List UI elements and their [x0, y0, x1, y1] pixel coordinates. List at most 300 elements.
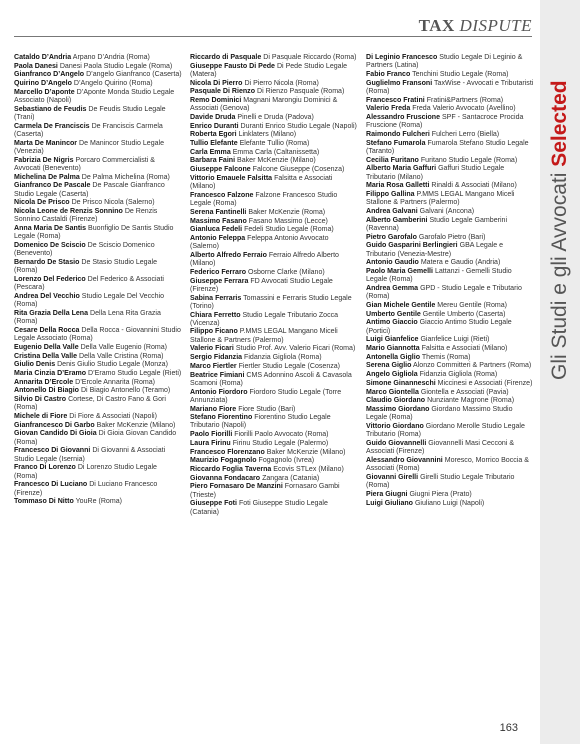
lawyer-name: Serena Giglio — [366, 362, 412, 370]
directory-entry — [190, 328, 358, 345]
firm-name: Pinelli e Druda (Padova) — [237, 114, 314, 122]
firm-name: Di Lorenzo Studio Legale (Roma) — [14, 464, 157, 480]
firm-name: Di Pede Studio Legale (Matera) — [190, 62, 348, 78]
lawyer-name: Eugenio Della Valle — [14, 343, 79, 351]
directory-entry — [366, 491, 534, 499]
firm-name: Della Valle Cristina (Roma) — [79, 352, 164, 360]
firm-name: Fidanzia Gigliola (Roma) — [244, 354, 322, 362]
directory-entry — [14, 464, 182, 481]
directory-entry — [366, 97, 534, 105]
firm-name: GPD - Studio Legale e Tributario (Roma) — [366, 285, 522, 301]
lawyer-name: Piera Giugni — [366, 490, 408, 498]
directory-entry — [366, 182, 534, 190]
directory-entry — [14, 430, 182, 447]
lawyer-name: Cesare Della Rocca — [14, 326, 80, 334]
lawyer-name: Tommaso Di Nitto — [14, 498, 74, 506]
firm-name: Fidanzia Gigliola (Roma) — [419, 371, 498, 379]
directory-entry — [366, 234, 534, 242]
lawyer-name: Simone Ginanneschi — [366, 379, 436, 387]
firm-name: Porcaro Commercialisti & Avvocati (Benevento) — [14, 156, 155, 172]
firm-name: D’angelo Gianfranco (Caserta) — [86, 71, 182, 79]
directory-entry — [366, 500, 534, 508]
lawyer-name: Valerio Ficari — [190, 345, 234, 353]
section-title-prefix: Gli Studi e gli Avvocati — [548, 166, 571, 380]
directory-entry — [366, 336, 534, 344]
directory-entry — [14, 310, 182, 327]
firm-name: Di Gioia Giovan Candido (Roma) — [14, 430, 177, 446]
directory-entry — [190, 175, 358, 192]
lawyer-name: Antimo Giaccio — [366, 319, 418, 327]
directory-entry — [366, 345, 534, 353]
directory-entry — [14, 157, 182, 174]
directory-entry — [14, 123, 182, 140]
lawyer-name: Marco Fiertler — [190, 362, 237, 370]
firm-name: De Franciscis Carmela (Caserta) — [14, 122, 163, 139]
firm-name: Fasano Massimo (Lecce) — [248, 217, 328, 225]
firm-name: Fedeli Studio Legale (Roma) — [244, 226, 334, 234]
lawyer-name: Maurizio Fogagnolo — [190, 457, 257, 465]
firm-name: De Feudis Studio Legale (Trani) — [14, 105, 166, 122]
firm-name: Magnani Marongiu Dominici & Associati (Genova) — [190, 97, 338, 113]
directory-entry — [14, 293, 182, 310]
lawyer-name: Pasquale Di Rienzo — [190, 88, 256, 96]
lawyer-name: Carmela De Franciscis — [14, 122, 90, 130]
lawyer-name: Gianfranco D’Angelo — [14, 71, 85, 79]
firm-name: De Prisco Nicola (Salerno) — [71, 199, 155, 207]
directory-entry — [14, 259, 182, 276]
lawyer-name: Alberto Alfredo Ferraio — [190, 251, 267, 259]
lawyer-name: Domenico De Sciscio — [14, 242, 86, 249]
lawyer-name: Filippo Gallina — [366, 191, 415, 199]
lawyer-name: Laura Firinu — [190, 439, 231, 447]
lawyer-name: Raimondo Fulcheri — [366, 131, 430, 139]
lawyer-name: Marco Giontella — [366, 388, 419, 396]
lawyer-name: Cecilia Furitano — [366, 156, 419, 164]
lawyer-name: Angelo Gigliola — [366, 371, 418, 379]
lawyer-name: Enrico Duranti — [190, 122, 239, 130]
firm-name: Arpano D’Andria (Roma) — [72, 54, 150, 61]
lawyer-name: Di Leginio Francesco — [366, 54, 438, 61]
header-rule — [14, 36, 532, 37]
firm-name: Baker McKenzie (Milano) — [266, 448, 346, 456]
firm-name: Fratini&Partners (Roma) — [426, 96, 504, 104]
directory-entry — [14, 199, 182, 207]
directory-entry — [366, 285, 534, 302]
lawyer-name: Claudio Giordano — [366, 397, 426, 405]
directory-entry — [14, 208, 182, 225]
lawyer-name: Michele di Fiore — [14, 413, 68, 421]
directory-entry — [190, 483, 358, 500]
firm-name: Studio Legale Gamberini (Ravenna) — [366, 216, 508, 233]
directory-entry — [366, 80, 534, 97]
firm-name: Fornasaro Gambi (Trieste) — [190, 483, 340, 499]
firm-name: Della Lena Rita Grazia (Roma) — [14, 309, 161, 326]
lawyer-name: Piero Fornasaro De Manzini — [190, 483, 283, 491]
directory-entry — [190, 269, 358, 277]
directory-entry — [14, 353, 182, 361]
lawyer-name: Massimo Giordano — [366, 405, 430, 413]
directory-entry — [190, 372, 358, 389]
directory-entry — [366, 389, 534, 397]
directory-entry — [14, 327, 182, 344]
directory-entry — [190, 140, 358, 148]
directory-entry — [14, 396, 182, 413]
directory-entry — [190, 457, 358, 465]
lawyer-name: Marcello D’aponte — [14, 88, 75, 96]
firm-name: Giontella e Associati (Pavia) — [420, 388, 509, 396]
directory-entry — [366, 380, 534, 388]
directory-entry — [366, 208, 534, 216]
lawyer-name: Andrea Del Vecchio — [14, 292, 80, 300]
directory-entry — [190, 466, 358, 474]
lawyer-name: Antonello Di Biagio — [14, 387, 79, 395]
firm-name: Galvani (Ancona) — [419, 208, 475, 216]
lawyer-name: Stefano Fumarola — [366, 139, 426, 147]
firm-name: Miccinesi e Associati (Firenze) — [437, 379, 533, 387]
firm-name: Falsitta e Associati (Milano) — [190, 174, 333, 191]
directory-entry — [14, 106, 182, 123]
lawyer-name: Luigi Giuliano — [366, 499, 413, 507]
lawyer-name: Remo Dominici — [190, 97, 242, 105]
lawyer-name: Silvio Di Castro — [14, 396, 67, 404]
directory-entry — [190, 63, 358, 80]
directory-entry — [14, 225, 182, 242]
directory-column-2 — [190, 54, 358, 517]
lawyer-name: Marta De Manincor — [14, 139, 78, 147]
firm-name: Falcone Giuseppe (Cosenza) — [252, 166, 345, 174]
lawyer-name: Cataldo D’Andria — [14, 54, 72, 61]
firm-name: Studio Legale Tributario Zocca (Vicenza) — [190, 311, 339, 327]
firm-name: De Palma Michelina (Roma) — [81, 173, 170, 181]
lawyer-name: Antonio Gaudio — [366, 259, 419, 267]
directory-entry — [190, 192, 358, 209]
firm-name: Ecovis STLex (Milano) — [273, 465, 344, 473]
lawyer-name: Antonio Feleppa — [190, 234, 246, 242]
lawyer-name: Filippo Ficano — [190, 328, 238, 336]
lawyer-name: Riccardo Foglia Taverna — [190, 465, 272, 473]
directory-entry — [14, 413, 182, 421]
directory-entry — [190, 449, 358, 457]
directory-entry — [190, 80, 358, 88]
lawyer-name: Mario Giannotta — [366, 345, 420, 353]
lawyer-name: Antonio Fiordoro — [190, 388, 248, 396]
directory-entry — [14, 174, 182, 182]
lawyer-name: Antonella Giglio — [366, 353, 421, 361]
firm-name: Alonzo Committeri & Partners (Roma) — [413, 362, 532, 370]
directory-entry — [190, 406, 358, 414]
directory-entry — [366, 440, 534, 457]
lawyer-name: Alessandro Fruscione — [366, 114, 441, 122]
firm-name: Giugni Piera (Prato) — [409, 490, 472, 498]
firm-name: Elefante Tullio (Roma) — [239, 140, 310, 148]
firm-name: Fiorentino Studio Legale Tributario (Napoli) — [190, 414, 331, 430]
firm-name: Girelli Studio Legale Tributario (Roma) — [366, 473, 515, 490]
firm-name: Garofalo Pietro (Bari) — [418, 233, 486, 241]
directory-entry — [190, 149, 358, 157]
lawyer-name: Federico Ferraro — [190, 268, 247, 276]
firm-name: Di Pasquale Riccardo (Roma) — [263, 54, 357, 61]
directory-entry — [14, 422, 182, 430]
firm-name: Lattanzi - Gemelli Studio Legale (Roma) — [366, 268, 512, 284]
directory-entry — [14, 370, 182, 378]
firm-name: Feleppa Antonio Avvocato (Salerno) — [190, 234, 329, 251]
firm-name: Danesi Paola Studio Legale (Roma) — [59, 62, 173, 70]
firm-name: Gaffuri Studio Legale Tributario (Milano) — [366, 165, 505, 181]
directory-entry — [14, 481, 182, 498]
directory-entry — [190, 54, 358, 62]
lawyer-name: Sebastiano de Feudis — [14, 105, 87, 113]
lawyer-name: Carla Emma — [190, 148, 231, 156]
directory-entry — [366, 242, 534, 259]
lawyer-name: Francesco Di Luciano — [14, 481, 88, 489]
directory-entry — [190, 354, 358, 362]
lawyer-name: Paolo Fiorilli — [190, 431, 233, 439]
directory-entry — [190, 312, 358, 329]
lawyer-name: Giovanna Fondacaro — [190, 474, 261, 482]
firm-name: Della Valle Eugenio (Roma) — [80, 343, 168, 351]
directory-entry — [366, 217, 534, 234]
lawyer-name: Paola Danesi — [14, 62, 58, 70]
lawyer-name: Paolo Maria Gemelli — [366, 268, 433, 276]
lawyer-name: Franco Di Lorenzo — [14, 464, 76, 472]
lawyer-name: Roberta Egori — [190, 131, 237, 139]
lawyer-name: Gianluca Fedeli — [190, 226, 243, 234]
lawyer-name: Mariano Fiore — [190, 405, 237, 413]
firm-name: Baker McKenzie (Roma) — [248, 208, 326, 216]
lawyer-name: Giuseppe Ferrara — [190, 277, 249, 285]
lawyer-name: Lorenzo Del Federico — [14, 275, 86, 283]
lawyer-name: Stefano Fiorentino — [190, 414, 253, 422]
firm-name: Gianfelice Luigi (Rieti) — [420, 336, 490, 344]
firm-name: Fogagnolo (Ivrea) — [258, 457, 315, 465]
lawyer-name: Francesco Di Giovanni — [14, 447, 91, 455]
lawyer-name: Maria Rosa Galletti — [366, 182, 430, 190]
lawyer-name: Andrea Galvani — [366, 208, 418, 216]
lawyer-name: Guglielmo Fransoni — [366, 79, 433, 87]
firm-name: Fiore Studio (Bari) — [238, 405, 296, 413]
lawyer-name: Alberto Maria Gaffuri — [366, 165, 437, 173]
firm-name: Di Fiore & Associati (Napoli) — [69, 413, 157, 421]
section-sidebar — [540, 0, 580, 744]
lawyer-name: Serena Fantinelli — [190, 208, 247, 216]
firm-name: Fiorilli Paolo Avvocato (Roma) — [234, 431, 329, 439]
firm-name: Giaccio Antimo Studio Legale (Portici) — [366, 319, 512, 335]
directory-entry — [190, 226, 358, 234]
firm-name: De Pascale Gianfranco Studio Legale (Caserta) — [14, 182, 165, 198]
directory-entry — [366, 311, 534, 319]
lawyer-name: Alessandro Giovannini — [366, 456, 443, 464]
directory-entry — [190, 345, 358, 353]
lawyer-name: Valerio Freda — [366, 105, 411, 113]
directory-entry — [14, 182, 182, 199]
lawyer-name: Fabio Franco — [366, 70, 411, 78]
directory-column-3 — [366, 54, 534, 508]
lawyer-name: Quirino D’Angelo — [14, 80, 72, 88]
lawyer-name: Sergio Fidanzia — [190, 354, 243, 362]
section-title-selected: Selected — [548, 80, 571, 167]
directory-entry — [366, 423, 534, 440]
firm-name: Themis (Roma) — [421, 353, 471, 361]
lawyer-name: Bernardo De Stasio — [14, 258, 80, 266]
firm-name: Studio Prof. Avv. Valerio Ficari (Roma) — [235, 345, 356, 353]
firm-name: Gentile Umberto (Caserta) — [422, 310, 506, 318]
section-title — [548, 80, 572, 380]
directory-entry — [14, 379, 182, 387]
publication-title-tax: TAX — [418, 16, 455, 35]
firm-name: Fumarola Stefano Studio Legale (Taranto) — [366, 139, 529, 155]
directory-entry — [366, 457, 534, 474]
lawyer-name: Tullio Elefante — [190, 140, 238, 148]
lawyer-name: Francesco Fratini — [366, 96, 425, 104]
directory-entry — [14, 242, 182, 259]
directory-entry — [366, 105, 534, 113]
lawyer-name: Annarita D’Ercole — [14, 378, 74, 386]
page-number: 163 — [499, 722, 518, 734]
directory-entry — [190, 114, 358, 122]
firm-name: Furitano Studio Legale (Roma) — [420, 156, 518, 164]
firm-name: Di Pierro Nicola (Roma) — [244, 79, 319, 87]
directory-entry — [366, 157, 534, 165]
directory-entry — [190, 475, 358, 483]
lawyer-name: Giuseppe Fausto Di Pede — [190, 62, 275, 70]
directory-entry — [190, 440, 358, 448]
lawyer-name: Luigi Gianfelice — [366, 336, 419, 344]
directory-entry — [366, 474, 534, 491]
directory-entry — [366, 191, 534, 208]
firm-name: TaxWise - Avvocati e Tributaristi (Roma) — [366, 79, 534, 95]
publication-title-dispute: DISPUTE — [459, 16, 532, 35]
directory-entry — [190, 123, 358, 131]
directory-entry — [14, 63, 182, 71]
firm-name: Foti Giuseppe Studio Legale (Catania) — [190, 500, 328, 516]
directory-entry — [366, 406, 534, 423]
lawyer-name: Gianfrancesco Di Garbo — [14, 421, 95, 429]
lawyer-name: Barbara Faini — [190, 157, 236, 165]
firm-name: SPF - Santacroce Procida Fruscione (Roma) — [366, 114, 524, 130]
lawyer-name: Fabrizia De Nigris — [14, 156, 74, 164]
firm-name: Falsitta e Associati (Milano) — [421, 345, 508, 353]
lawyer-name: Vittorio Emauele Falsitta — [190, 174, 273, 182]
firm-name: Zangara (Catania) — [262, 474, 320, 482]
directory-entry — [190, 414, 358, 431]
firm-name: Di Biagio Antonello (Teramo) — [80, 387, 171, 395]
lawyer-name: Alberto Gamberini — [366, 216, 428, 224]
firm-name: Giovannelli Masi Cecconi & Associati (Firenze) — [366, 439, 515, 456]
firm-name: Baker McKenzie (Milano) — [237, 157, 316, 165]
firm-name: GBA Legale e Tributario (Venezia-Mestre) — [366, 242, 504, 258]
lawyer-name: Chiara Ferretto — [190, 311, 241, 319]
lawyer-name: Nicola Di Pierro — [190, 79, 243, 87]
firm-name: YouRe (Roma) — [75, 498, 122, 506]
lawyer-name: Pietro Garofalo — [366, 233, 417, 241]
directory-entry — [14, 80, 182, 88]
lawyer-name: Nicola De Prisco — [14, 199, 70, 207]
firm-name: Di Luciano Francesco (Firenze) — [14, 481, 158, 497]
directory-entry — [190, 131, 358, 139]
lawyer-name: Giovanni Girelli — [366, 473, 419, 481]
lawyer-name: Davide Druda — [190, 114, 236, 122]
directory-entry — [14, 361, 182, 369]
lawyer-name: Sabina Ferraris — [190, 294, 242, 302]
directory-entry — [190, 97, 358, 114]
lawyer-name: Gianfranco De Pascale — [14, 182, 91, 190]
directory-entry — [14, 71, 182, 79]
directory-entry — [14, 89, 182, 106]
directory-entry — [366, 114, 534, 131]
directory-entry — [14, 447, 182, 464]
firm-name: Emma Carla (Caltanissetta) — [232, 148, 320, 156]
firm-name: Del Federico & Associati (Pescara) — [14, 275, 164, 292]
directory-entry — [366, 319, 534, 336]
directory-entry — [190, 166, 358, 174]
firm-name: Cortese, Di Castro Fano & Gori (Roma) — [14, 396, 166, 412]
directory-entry — [366, 71, 534, 79]
lawyer-name: Andrea Gemma — [366, 285, 419, 293]
firm-name: Ferraio Alfredo Alberto (Milano) — [190, 251, 339, 268]
firm-name: Della Rocca - Giovannini Studio Legale Associato (Roma) — [14, 326, 181, 343]
directory-entry — [366, 259, 534, 267]
firm-name: FD Avvocati Studio Legale (Firenze) — [190, 277, 333, 293]
lawyer-name: Riccardo di Pasquale — [190, 54, 262, 61]
firm-name: D’Aponte Monda Studio Legale Associato (Napoli) — [14, 88, 175, 105]
firm-name: Rinaldi & Associati (Milano) — [431, 182, 517, 190]
lawyer-name: Umberto Gentile — [366, 310, 421, 318]
lawyer-name: Giovan Candido Di Gioia — [14, 430, 97, 438]
directory-entry — [366, 140, 534, 157]
lawyer-name: Gian Michele Gentile — [366, 302, 436, 310]
firm-name: Giuliano Luigi (Napoli) — [414, 499, 485, 507]
lawyer-name: Anna Maria De Santis — [14, 225, 87, 233]
lawyer-name: Vittorio Giordano — [366, 422, 424, 430]
firm-name: Duranti Enrico Studio Legale (Napoli) — [240, 122, 357, 130]
firm-name: Mereu Gentile (Roma) — [437, 302, 508, 310]
directory-entry — [366, 54, 534, 71]
directory-entry — [366, 362, 534, 370]
firm-name: Freda Valerio Avvocato (Avellino) — [412, 105, 516, 113]
directory-entry — [190, 252, 358, 269]
directory-entry — [14, 276, 182, 293]
firm-name: De Stasio Studio Legale (Roma) — [14, 258, 157, 275]
firm-name: Matera e Gaudio (Andria) — [420, 259, 501, 267]
firm-name: Di Rienzo Pasquale (Roma) — [256, 88, 345, 96]
directory-entry — [366, 371, 534, 379]
directory-entry — [14, 140, 182, 157]
firm-name: Fulcheri Lerro (Biella) — [431, 131, 500, 139]
firm-name: Giordano Massimo Studio Legale (Roma) — [366, 405, 513, 422]
directory-entry — [190, 295, 358, 312]
lawyer-name: Massimo Fasano — [190, 217, 247, 225]
directory-entry — [190, 209, 358, 217]
directory-entry — [14, 387, 182, 395]
directory-entry — [366, 302, 534, 310]
firm-name: De Renzis Sonnino Castaldi (Firenze) — [14, 208, 158, 224]
directory-entry — [190, 363, 358, 371]
firm-name: Studio Legale Di Leginio & Partners (Latina) — [366, 54, 523, 70]
directory-column-1 — [14, 54, 182, 507]
firm-name: D’Ercole Annarita (Roma) — [75, 378, 156, 386]
lawyer-name: Cristina Della Valle — [14, 352, 78, 360]
directory-entry — [14, 344, 182, 352]
firm-name: Fiordoro Studio Legale (Torre Annunziata) — [190, 388, 342, 404]
lawyer-name: Francesco Falzone — [190, 191, 254, 199]
firm-name: D’Angelo Quirino (Roma) — [73, 80, 153, 88]
firm-name: De Sciscio Domenico (Benevento) — [14, 242, 155, 258]
directory-entry — [366, 354, 534, 362]
firm-name: De Manincor Studio Legale (Venezia) — [14, 139, 165, 155]
firm-name: Linklaters (Milano) — [238, 131, 297, 139]
firm-name: D’Eramo Studio Legale (Rieti) — [88, 369, 182, 377]
page-header — [14, 8, 532, 38]
